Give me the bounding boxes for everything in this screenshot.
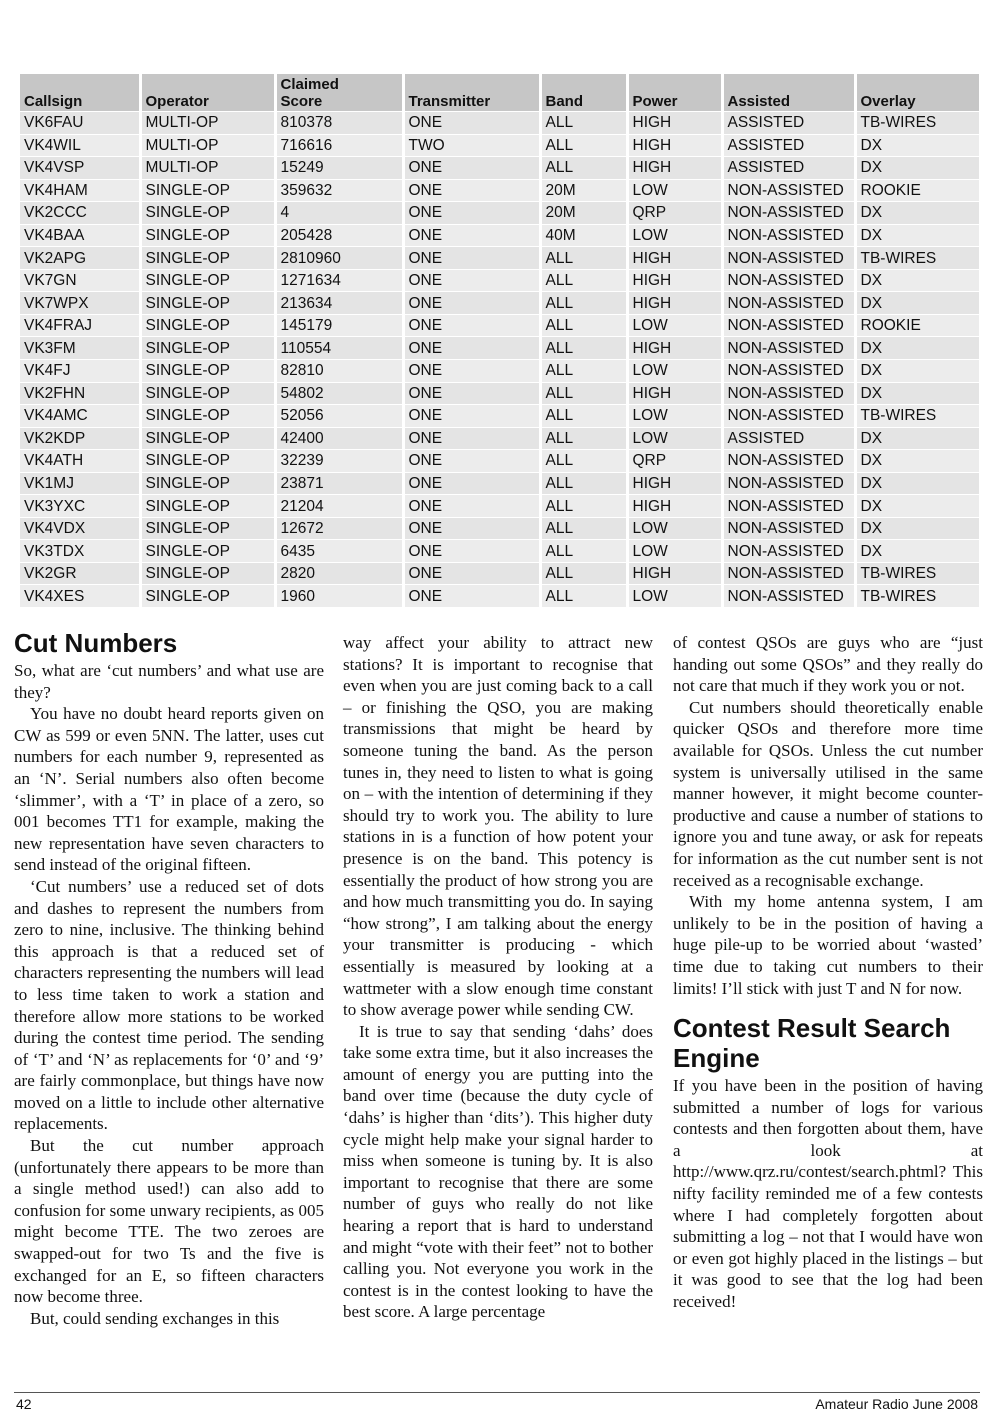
cell-operator: SINGLE-OP — [140, 382, 275, 405]
cell-transmitter: ONE — [403, 540, 540, 563]
cell-transmitter: ONE — [403, 224, 540, 247]
cell-power: HIGH — [627, 382, 722, 405]
cell-claimed-score: 23871 — [275, 472, 403, 495]
cell-callsign: VK2FHN — [20, 382, 140, 405]
cell-band: ALL — [540, 157, 627, 180]
table-row — [20, 360, 980, 383]
cell-callsign: VK4HAM — [20, 179, 140, 202]
cell-transmitter: ONE — [403, 495, 540, 518]
cell-claimed-score: 810378 — [275, 112, 403, 135]
cell-assisted: ASSISTED — [722, 112, 855, 135]
cell-callsign: VK2KDP — [20, 427, 140, 450]
cell-assisted: NON-ASSISTED — [722, 472, 855, 495]
header-assisted: Assisted — [722, 74, 855, 112]
cell-callsign: VK4BAA — [20, 224, 140, 247]
cell-operator: MULTI-OP — [140, 134, 275, 157]
cell-power: LOW — [627, 405, 722, 428]
cell-power: HIGH — [627, 562, 722, 585]
cell-band: 20M — [540, 202, 627, 225]
cell-overlay: DX — [855, 360, 980, 383]
paragraph: But the cut number approach (unfortunately there appears to be more than a single method used!) can also add to confusion for some unwary recipients, as 005 might become TTE. The two zeroes are swapped-out for two Ts and the five is exchanged for an E, so fifteen characters now become three. — [14, 1136, 324, 1307]
header-operator: Operator — [140, 74, 275, 112]
header-transmitter: Transmitter — [403, 74, 540, 112]
cell-operator: SINGLE-OP — [140, 562, 275, 585]
cell-assisted: NON-ASSISTED — [722, 517, 855, 540]
cell-operator: SINGLE-OP — [140, 247, 275, 270]
cell-operator: SINGLE-OP — [140, 179, 275, 202]
article-column-2 — [343, 632, 653, 1323]
table-row — [20, 157, 980, 180]
cell-transmitter: ONE — [403, 179, 540, 202]
table-row — [20, 134, 980, 157]
cell-overlay: TB-WIRES — [855, 562, 980, 585]
cell-overlay: TB-WIRES — [855, 585, 980, 608]
cell-overlay: ROOKIE — [855, 179, 980, 202]
cell-transmitter: ONE — [403, 472, 540, 495]
cell-claimed-score: 145179 — [275, 314, 403, 337]
cell-assisted: ASSISTED — [722, 134, 855, 157]
paragraph: of contest QSOs are guys who are “just handing out some QSOs” and they really do not care that much if they work you or not. — [673, 633, 983, 696]
cell-callsign: VK4AMC — [20, 405, 140, 428]
cell-transmitter: ONE — [403, 562, 540, 585]
cell-overlay: DX — [855, 202, 980, 225]
cell-band: 40M — [540, 224, 627, 247]
cell-callsign: VK4WIL — [20, 134, 140, 157]
cell-operator: SINGLE-OP — [140, 517, 275, 540]
cell-power: HIGH — [627, 472, 722, 495]
cell-assisted: NON-ASSISTED — [722, 202, 855, 225]
cell-transmitter: ONE — [403, 427, 540, 450]
cell-operator: SINGLE-OP — [140, 495, 275, 518]
cell-operator: SINGLE-OP — [140, 405, 275, 428]
cell-transmitter: ONE — [403, 405, 540, 428]
table-row — [20, 495, 980, 518]
cell-overlay: TB-WIRES — [855, 247, 980, 270]
article-column-3 — [673, 632, 983, 1313]
header-callsign: Callsign — [20, 74, 140, 112]
cell-callsign: VK3YXC — [20, 495, 140, 518]
cell-overlay: DX — [855, 134, 980, 157]
cell-claimed-score: 52056 — [275, 405, 403, 428]
cell-claimed-score: 716616 — [275, 134, 403, 157]
cell-callsign: VK6FAU — [20, 112, 140, 135]
section-heading-cut-numbers: Cut Numbers — [14, 628, 178, 658]
cell-power: HIGH — [627, 495, 722, 518]
cell-overlay: DX — [855, 269, 980, 292]
table-row — [20, 314, 980, 337]
cell-transmitter: ONE — [403, 112, 540, 135]
cell-claimed-score: 42400 — [275, 427, 403, 450]
cell-band: 20M — [540, 179, 627, 202]
cell-band: ALL — [540, 292, 627, 315]
cell-transmitter: ONE — [403, 202, 540, 225]
cell-operator: SINGLE-OP — [140, 337, 275, 360]
header-band: Band — [540, 74, 627, 112]
cell-band: ALL — [540, 134, 627, 157]
cell-assisted: NON-ASSISTED — [722, 495, 855, 518]
cell-band: ALL — [540, 112, 627, 135]
cell-overlay: DX — [855, 540, 980, 563]
cell-claimed-score: 2810960 — [275, 247, 403, 270]
cell-claimed-score: 21204 — [275, 495, 403, 518]
cell-callsign: VK7GN — [20, 269, 140, 292]
cell-band: ALL — [540, 562, 627, 585]
cell-power: LOW — [627, 314, 722, 337]
table-row — [20, 224, 980, 247]
header-overlay: Overlay — [855, 74, 980, 112]
cell-assisted: ASSISTED — [722, 427, 855, 450]
cell-band: ALL — [540, 427, 627, 450]
cell-transmitter: ONE — [403, 382, 540, 405]
table-row — [20, 112, 980, 135]
cell-operator: SINGLE-OP — [140, 427, 275, 450]
cell-assisted: NON-ASSISTED — [722, 585, 855, 608]
cell-overlay: DX — [855, 224, 980, 247]
paragraph: So, what are ‘cut numbers’ and what use are they? — [14, 661, 324, 702]
cell-assisted: NON-ASSISTED — [722, 179, 855, 202]
cell-callsign: VK4VSP — [20, 157, 140, 180]
table-row — [20, 562, 980, 585]
cell-power: LOW — [627, 517, 722, 540]
cell-overlay: DX — [855, 157, 980, 180]
cell-callsign: VK7WPX — [20, 292, 140, 315]
cell-overlay: TB-WIRES — [855, 112, 980, 135]
paragraph: With my home antenna system, I am unlikely to be in the position of having a huge pile-up to be worried about ‘wasted’ time due to taking cut numbers to their limits! I’ll stick with just T and N for now. — [673, 892, 983, 998]
cell-callsign: VK4VDX — [20, 517, 140, 540]
cell-callsign: VK3FM — [20, 337, 140, 360]
cell-power: LOW — [627, 585, 722, 608]
cell-transmitter: ONE — [403, 337, 540, 360]
cell-band: ALL — [540, 495, 627, 518]
paragraph: ‘Cut numbers’ use a reduced set of dots and dashes to represent the numbers from zero to nine, inclusive. The thinking behind this approach is that a reduced set of characters representing the numbers will lead to less time taken to work a station and therefore allow more stations to be worked during the contest time period. The sending of ‘T’ and ‘N’ as replacements for ‘0’ and ‘9’ are fairly commonplace, but things have now moved on a little to include other alternative replacements. — [14, 876, 324, 1134]
cell-transmitter: ONE — [403, 517, 540, 540]
cell-band: ALL — [540, 314, 627, 337]
cell-operator: SINGLE-OP — [140, 472, 275, 495]
cell-power: QRP — [627, 202, 722, 225]
paragraph: You have no doubt heard reports given on CW as 599 or even 5NN. The latter, uses cut numbers for each number 9, represented as an ‘N’. Serial numbers also often become ‘slimmer’, with a ‘T’ in place of a zero, so 001 becomes TT1 for example, making the new representation have seven characters to send instead of the original fifteen. — [14, 704, 324, 875]
cell-power: LOW — [627, 540, 722, 563]
cell-claimed-score: 12672 — [275, 517, 403, 540]
cell-operator: SINGLE-OP — [140, 360, 275, 383]
cell-power: HIGH — [627, 337, 722, 360]
cell-claimed-score: 6435 — [275, 540, 403, 563]
cell-operator: SINGLE-OP — [140, 202, 275, 225]
cell-transmitter: ONE — [403, 314, 540, 337]
cell-operator: SINGLE-OP — [140, 292, 275, 315]
cell-band: ALL — [540, 517, 627, 540]
cell-claimed-score: 4 — [275, 202, 403, 225]
table-row — [20, 179, 980, 202]
header-claimed-score: Claimed Score — [275, 74, 403, 112]
table-row — [20, 585, 980, 608]
magazine-issue: Amateur Radio June 2008 — [815, 1396, 978, 1412]
cell-band: ALL — [540, 585, 627, 608]
cell-assisted: NON-ASSISTED — [722, 540, 855, 563]
cell-claimed-score: 32239 — [275, 450, 403, 473]
cell-assisted: NON-ASSISTED — [722, 224, 855, 247]
cell-transmitter: ONE — [403, 292, 540, 315]
table-header-row — [20, 74, 980, 112]
table-row — [20, 292, 980, 315]
cell-overlay: DX — [855, 472, 980, 495]
cell-band: ALL — [540, 337, 627, 360]
cell-band: ALL — [540, 472, 627, 495]
cell-power: QRP — [627, 450, 722, 473]
cell-transmitter: ONE — [403, 269, 540, 292]
cell-overlay: DX — [855, 517, 980, 540]
paragraph: Cut numbers should theoretically enable quicker QSOs and therefore more time available for QSOs. Unless the cut number system is universally utilised in the same manner however, it might become counter-productive and cause a number of stations to ignore you and tune away, or ask for repeats for information as the cut number sent is not received as a recognisable exchange. — [673, 697, 983, 890]
cell-operator: SINGLE-OP — [140, 314, 275, 337]
cell-operator: SINGLE-OP — [140, 269, 275, 292]
table-row — [20, 427, 980, 450]
cell-band: ALL — [540, 360, 627, 383]
table-row — [20, 202, 980, 225]
cell-claimed-score: 213634 — [275, 292, 403, 315]
article-column-1 — [14, 624, 324, 1329]
cell-claimed-score: 15249 — [275, 157, 403, 180]
cell-assisted: NON-ASSISTED — [722, 450, 855, 473]
cell-operator: SINGLE-OP — [140, 450, 275, 473]
cell-power: HIGH — [627, 247, 722, 270]
cell-band: ALL — [540, 269, 627, 292]
table-row — [20, 540, 980, 563]
table-row — [20, 472, 980, 495]
cell-band: ALL — [540, 450, 627, 473]
cell-operator: SINGLE-OP — [140, 224, 275, 247]
cell-claimed-score: 110554 — [275, 337, 403, 360]
contest-results-table — [20, 74, 982, 608]
cell-transmitter: ONE — [403, 450, 540, 473]
cell-transmitter: ONE — [403, 585, 540, 608]
cell-claimed-score: 205428 — [275, 224, 403, 247]
cell-power: HIGH — [627, 292, 722, 315]
table-row — [20, 382, 980, 405]
paragraph: way affect your ability to attract new stations? It is important to recognise that even when you are just coming back to a call – or finishing the QSO, you are making transmissions that might be heard by someone tuning the band. As the person tunes in, they need to listen to what is going on – with the intention of determining if they should try to work you. The ability to lure stations in is a function of how potent your presence is on the band. This potency is essentially the product of how strong you are and how much transmitting you do. In saying “how strong”, I am talking about the energy your transmitter is producing - which essentially is measured by looking at a wattmeter with a slow enough time constant to show average power while sending CW. — [343, 633, 653, 1020]
cell-power: LOW — [627, 427, 722, 450]
cell-overlay: DX — [855, 495, 980, 518]
cell-overlay: DX — [855, 427, 980, 450]
table-body — [20, 112, 980, 608]
cell-assisted: NON-ASSISTED — [722, 247, 855, 270]
cell-overlay: DX — [855, 382, 980, 405]
cell-callsign: VK2APG — [20, 247, 140, 270]
cell-operator: SINGLE-OP — [140, 540, 275, 563]
cell-transmitter: TWO — [403, 134, 540, 157]
cell-band: ALL — [540, 247, 627, 270]
paragraph: But, could sending exchanges in this — [30, 1308, 280, 1328]
cell-assisted: NON-ASSISTED — [722, 405, 855, 428]
table-row — [20, 247, 980, 270]
cell-overlay: DX — [855, 450, 980, 473]
cell-claimed-score: 54802 — [275, 382, 403, 405]
cell-claimed-score: 1271634 — [275, 269, 403, 292]
cell-power: LOW — [627, 224, 722, 247]
cell-assisted: NON-ASSISTED — [722, 314, 855, 337]
cell-power: HIGH — [627, 269, 722, 292]
section-heading-contest-result-search-engine: Contest Result Search Engine — [673, 1013, 951, 1074]
cell-assisted: NON-ASSISTED — [722, 337, 855, 360]
page-number: 42 — [16, 1396, 32, 1412]
cell-operator: SINGLE-OP — [140, 585, 275, 608]
cell-band: ALL — [540, 405, 627, 428]
cell-assisted: NON-ASSISTED — [722, 292, 855, 315]
table-row — [20, 269, 980, 292]
cell-operator: MULTI-OP — [140, 112, 275, 135]
cell-power: HIGH — [627, 157, 722, 180]
cell-claimed-score: 1960 — [275, 585, 403, 608]
cell-assisted: NON-ASSISTED — [722, 360, 855, 383]
table-row — [20, 337, 980, 360]
cell-operator: MULTI-OP — [140, 157, 275, 180]
cell-assisted: NON-ASSISTED — [722, 382, 855, 405]
cell-overlay: DX — [855, 337, 980, 360]
table-row — [20, 450, 980, 473]
cell-transmitter: ONE — [403, 360, 540, 383]
cell-callsign: VK3TDX — [20, 540, 140, 563]
cell-power: HIGH — [627, 134, 722, 157]
cell-transmitter: ONE — [403, 157, 540, 180]
paragraph: It is true to say that sending ‘dahs’ does take some extra time, but it also increases the amount of energy you are putting into the band over time (because the duty cycle of ‘dahs’ is higher than ‘dits’). This higher duty cycle might help make your signal harder to miss when someone is tuning by. It is also important to recognise that there are some number of guys who really do not like hearing a report that is hard to understand and might “vote with their feet” not to bother calling you. Not everyone you work in the contest is in the contest looking to have the best score. A large percentage — [343, 1021, 653, 1322]
cell-claimed-score: 2820 — [275, 562, 403, 585]
cell-band: ALL — [540, 382, 627, 405]
cell-power: HIGH — [627, 112, 722, 135]
table-row — [20, 405, 980, 428]
paragraph: If you have been in the position of having submitted a number of logs for various contests and then forgotten about them, have a look at http://www.qrz.ru/contest/search.phtml? This nifty facility reminded me of a few contests where I had completely forgotten about submitting a log – not that I would have won or even got highly placed in the listings – but it was good to see that the log had been received! — [673, 1076, 983, 1312]
cell-callsign: VK1MJ — [20, 472, 140, 495]
cell-claimed-score: 359632 — [275, 179, 403, 202]
cell-assisted: NON-ASSISTED — [722, 269, 855, 292]
cell-power: LOW — [627, 179, 722, 202]
cell-callsign: VK4FRAJ — [20, 314, 140, 337]
cell-callsign: VK2GR — [20, 562, 140, 585]
cell-overlay: TB-WIRES — [855, 405, 980, 428]
cell-callsign: VK4FJ — [20, 360, 140, 383]
cell-overlay: ROOKIE — [855, 314, 980, 337]
header-power: Power — [627, 74, 722, 112]
cell-callsign: VK2CCC — [20, 202, 140, 225]
cell-transmitter: ONE — [403, 247, 540, 270]
cell-callsign: VK4XES — [20, 585, 140, 608]
cell-callsign: VK4ATH — [20, 450, 140, 473]
cell-claimed-score: 82810 — [275, 360, 403, 383]
footer-divider — [14, 1392, 980, 1393]
cell-band: ALL — [540, 540, 627, 563]
cell-assisted: NON-ASSISTED — [722, 562, 855, 585]
cell-overlay: DX — [855, 292, 980, 315]
cell-assisted: ASSISTED — [722, 157, 855, 180]
cell-power: LOW — [627, 360, 722, 383]
table-row — [20, 517, 980, 540]
